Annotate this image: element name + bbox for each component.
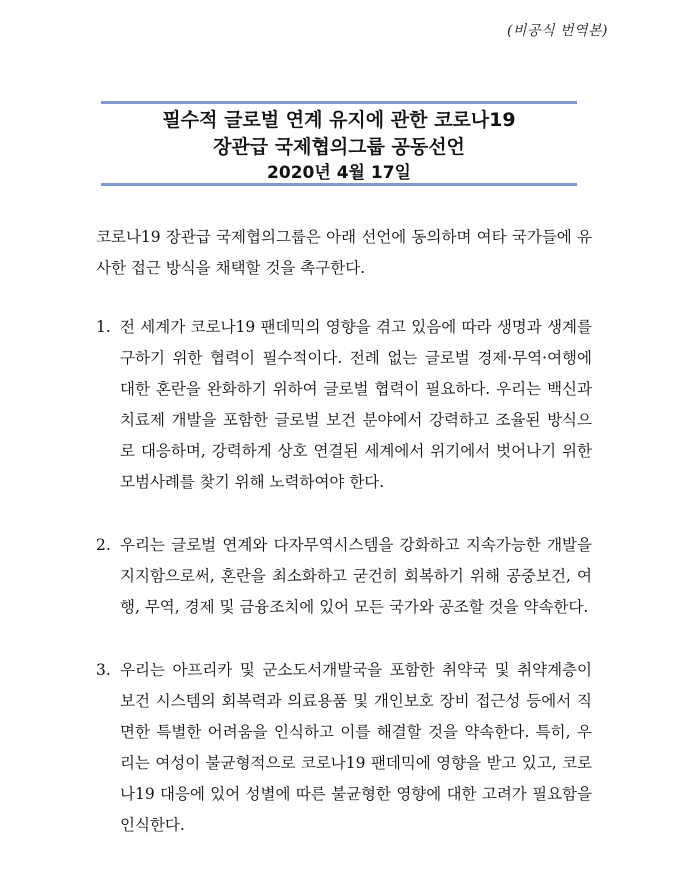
list-item-text: 전 세계가 코로나19 팬데믹의 영향을 겪고 있음에 따라 생명과 생계를 구하기 위한 협력이 필수적이다. 전례 없는 글로벌 경제·무역·여행에 대한 혼란을 완화하기 위하여 글로벌 협력이 필요하다. 우리는 백신과 치료제 개발을 포함한 글로벌 보건 분야에서 강력하고 조율된 방식으로 대응하며, 강력하게 상호 연결된 세계에서 위기에서 벗어나기 위한 모범사례를 찾기 위해 노력하여야 한다. (120, 318, 592, 491)
title-line-2: 장관급 국제협의그룹 공동선언 (213, 136, 465, 158)
title-date: 2020년 4월 17일 (267, 163, 411, 183)
title-bottom-rule (101, 183, 577, 186)
intro-paragraph: 코로나19 장관급 국제협의그룹은 아래 선언에 동의하며 여타 국가들에 유사한 접근 방식을 채택할 것을 촉구한다. (96, 228, 592, 277)
list-item-number: 1. (96, 318, 111, 336)
list-item-text: 우리는 글로벌 연계와 다자무역시스템을 강화하고 지속가능한 개발을 지지함으로써, 혼란을 최소화하고 굳건히 회복하기 위해 공중보건, 여행, 무역, 경제 및 금융조치에 있어 모든 국가와 공조할 것을 약속한다. (120, 536, 592, 616)
document-title (101, 107, 577, 186)
list-item-number: 2. (96, 536, 111, 554)
list-item-number: 3. (96, 661, 111, 679)
list-item-text: 우리는 아프리카 및 군소도서개발국을 포함한 취약국 및 취약계층이 보건 시스템의 회복력과 의료용품 및 개인보호 장비 접근성 등에서 직면한 특별한 어려움을 인식하고 이를 해결할 것을 약속한다. 특히, 우리는 여성이 불균형적으로 코로나19 팬데믹에 영향을 받고 있고, 코로나19 대응에 있어 성별에 따른 불균형한 영향에 대한 고려가 필요함을 인식한다. (120, 661, 592, 834)
document-body (96, 222, 592, 873)
list-item (96, 312, 592, 498)
numbered-list (96, 312, 592, 841)
list-item (96, 530, 592, 623)
title-line-1: 필수적 글로벌 연계 유지에 관한 코로나19 (162, 109, 516, 131)
title-top-rule (101, 101, 577, 104)
unofficial-translation-note: (비공식 번역본) (506, 23, 608, 39)
list-item (96, 655, 592, 841)
